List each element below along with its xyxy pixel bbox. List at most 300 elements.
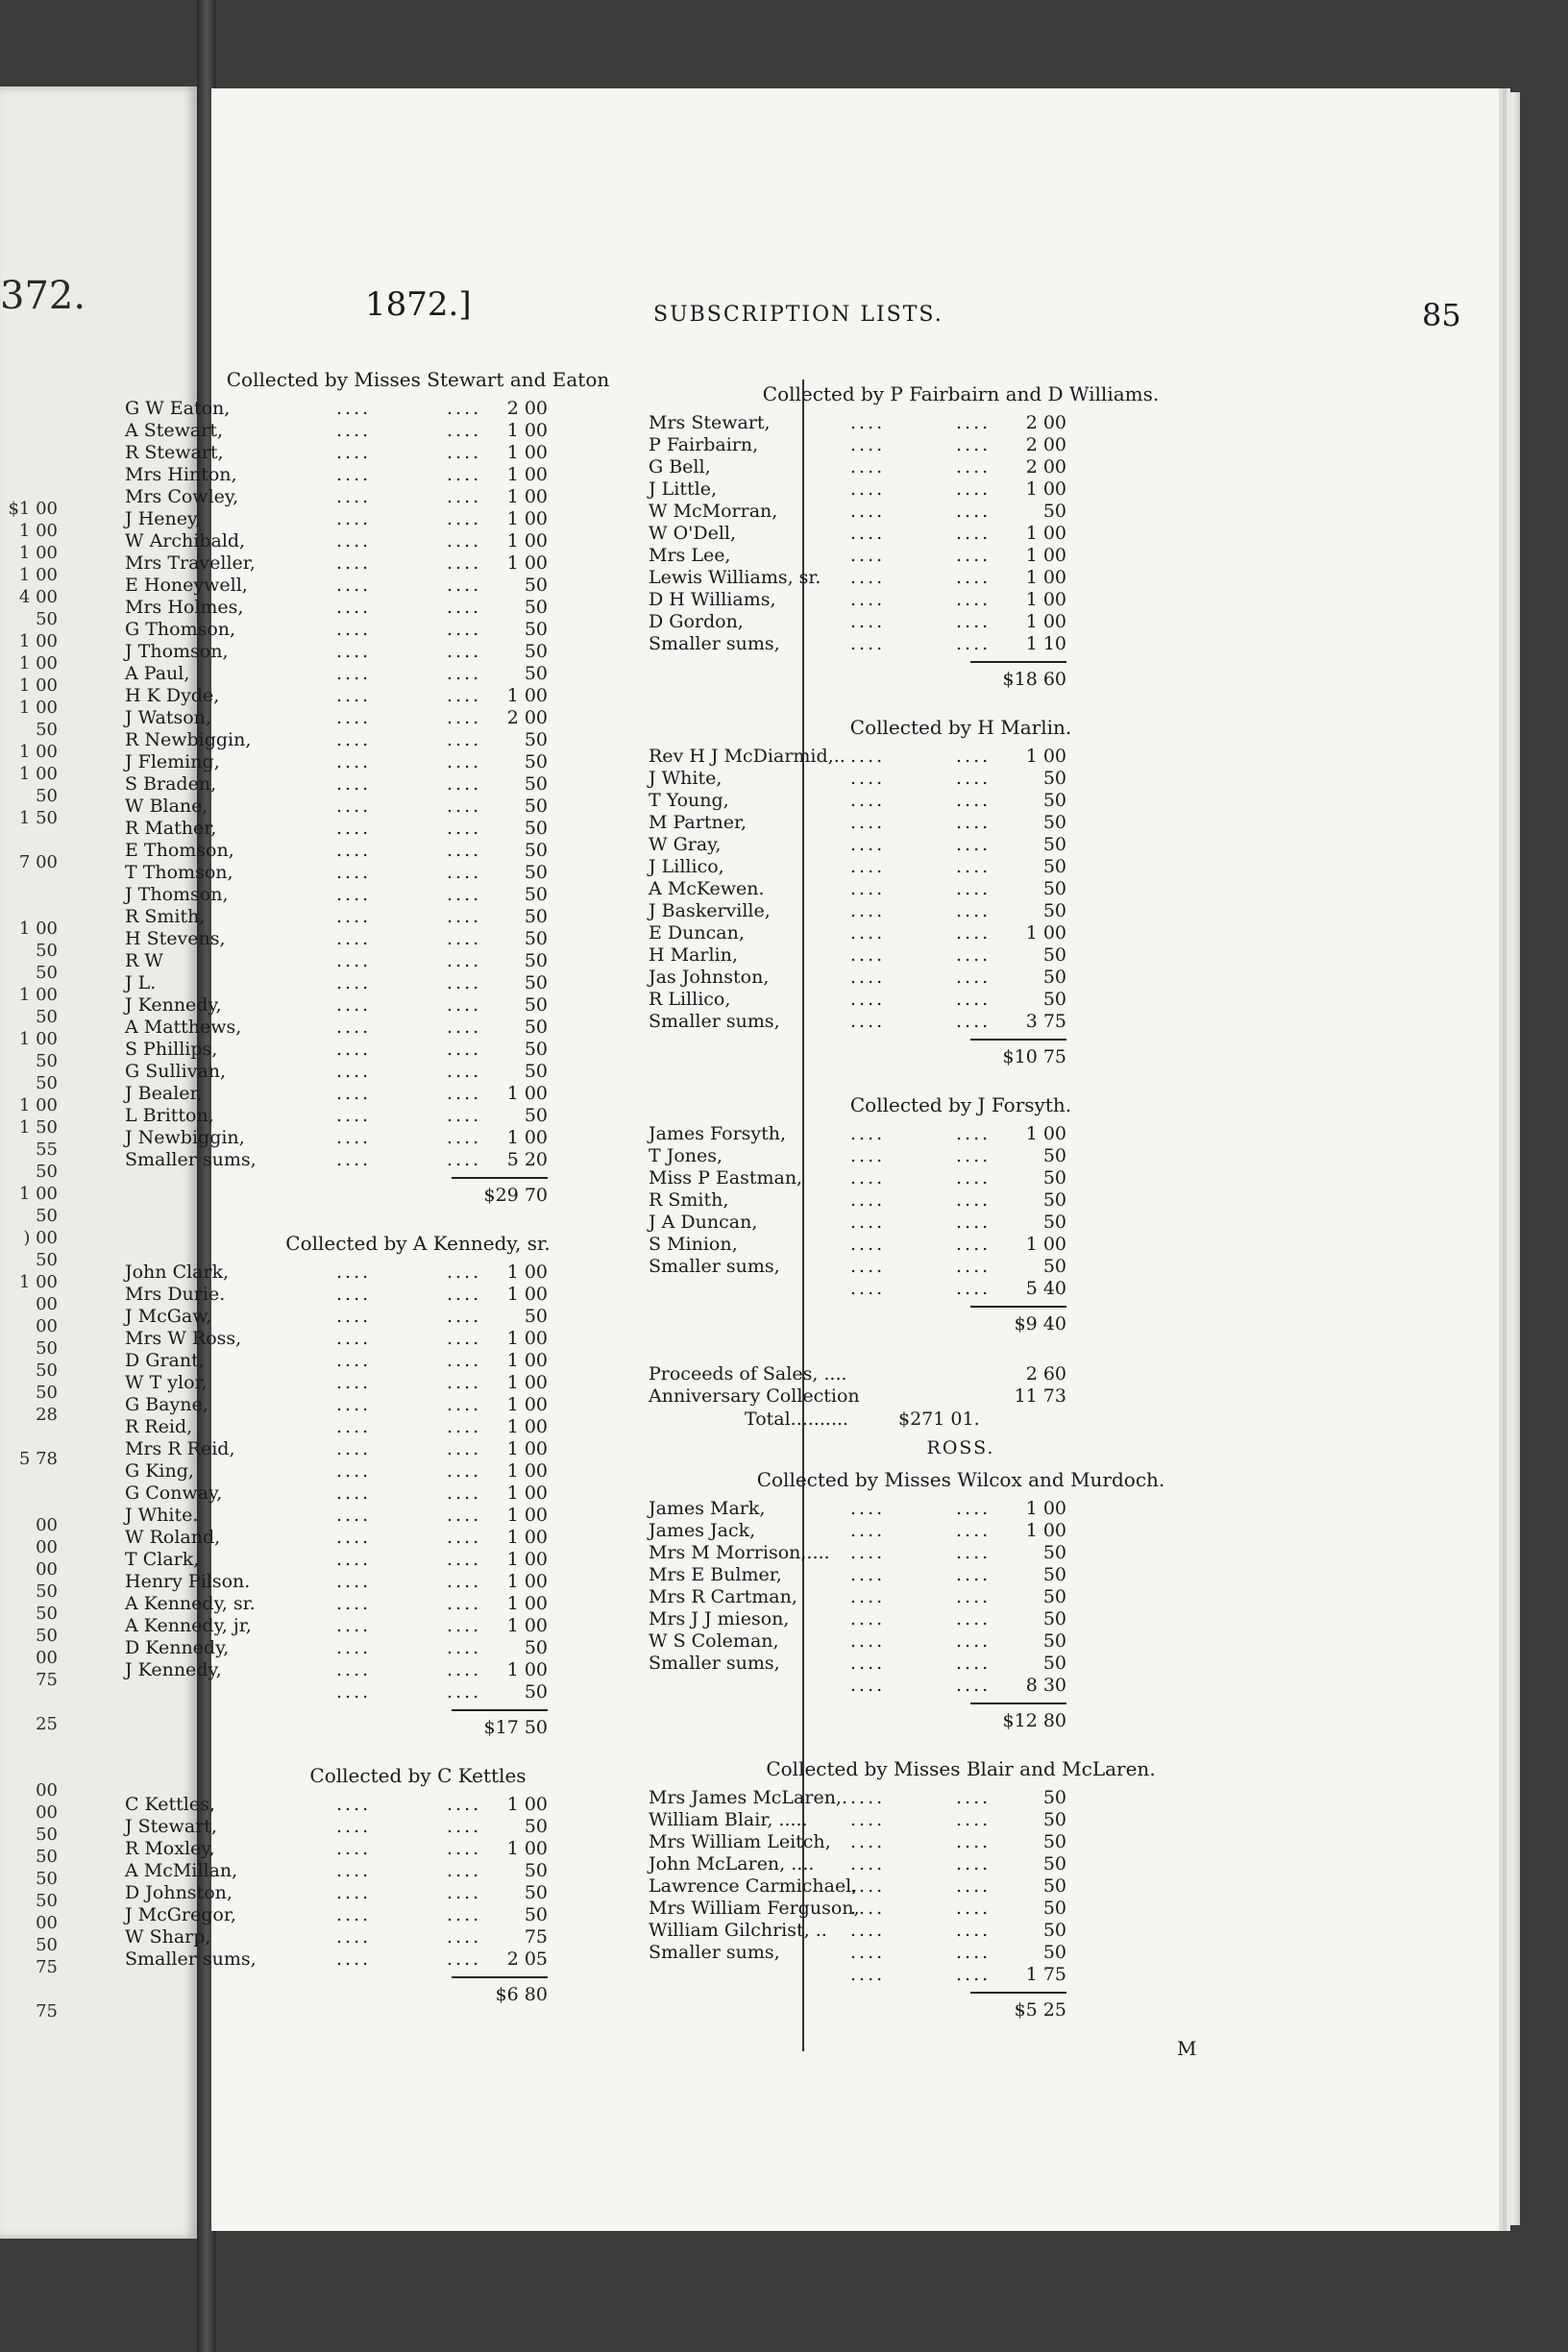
subscription-amount: 50 bbox=[524, 950, 548, 971]
subscription-amount: 50 bbox=[524, 1637, 548, 1658]
leader-dots: .... bbox=[850, 567, 886, 588]
subscriber-entry bbox=[125, 1838, 711, 1860]
subscriber-entry bbox=[649, 1498, 1273, 1520]
subscriber-entry bbox=[125, 1505, 711, 1527]
subscriber-name: A Stewart, bbox=[125, 420, 224, 441]
leader-dots: .... bbox=[956, 501, 992, 522]
section-title: Collected by Misses Stewart and Eaton bbox=[226, 368, 610, 391]
subscriber-name: P Fairbairn, bbox=[649, 434, 759, 455]
section-title: Collected by J Forsyth. bbox=[849, 1093, 1072, 1116]
leader-dots: .... bbox=[850, 523, 886, 544]
left-page-amount: 50 bbox=[36, 1073, 58, 1093]
page-header bbox=[365, 285, 1461, 343]
subscriber-entry bbox=[649, 523, 1273, 545]
leader-dots: .... bbox=[850, 1123, 886, 1144]
leader-dots: .... bbox=[447, 486, 482, 507]
left-column bbox=[125, 365, 711, 2028]
leader-dots: .... bbox=[850, 922, 886, 943]
section-title: Collected by H Marlin. bbox=[849, 716, 1072, 739]
left-page-amounts bbox=[0, 498, 58, 2022]
subscriber-name: Smaller sums, bbox=[125, 1948, 257, 1970]
subscription-amount: 1 00 bbox=[506, 1350, 548, 1371]
subscription-amount: 1 00 bbox=[506, 1372, 548, 1393]
subscription-amount: 50 bbox=[1042, 1608, 1066, 1629]
leader-dots: .... bbox=[336, 796, 372, 817]
left-page-amount: 00 bbox=[36, 1802, 58, 1823]
subscriber-entry bbox=[125, 906, 711, 928]
leader-dots: .... bbox=[447, 884, 482, 905]
leader-dots: .... bbox=[447, 773, 482, 795]
left-page-amount: 1 00 bbox=[18, 543, 58, 563]
proceeds-amount: 2 60 bbox=[1025, 1363, 1066, 1384]
leader-dots: .... bbox=[447, 729, 482, 750]
subscriber-entry bbox=[649, 501, 1273, 523]
subscriber-name: H K Dyde, bbox=[125, 685, 220, 706]
subscriber-entry bbox=[649, 768, 1273, 790]
leader-dots: .... bbox=[336, 1882, 372, 1903]
leader-dots: .... bbox=[336, 1926, 372, 1948]
leader-dots: .... bbox=[850, 1586, 886, 1607]
subscription-amount: 1 00 bbox=[506, 1460, 548, 1482]
leader-dots: .... bbox=[447, 818, 482, 839]
subscription-amount: 5 20 bbox=[506, 1149, 548, 1170]
subscriber-entry bbox=[125, 1284, 711, 1306]
subscription-amount: 2 00 bbox=[1025, 434, 1066, 455]
subscription-amount: 50 bbox=[524, 729, 548, 750]
leader-dots: .... bbox=[336, 862, 372, 883]
collection-section bbox=[125, 365, 711, 1229]
subscription-amount: 75 bbox=[524, 1926, 548, 1948]
leader-dots: .... bbox=[447, 1284, 482, 1305]
subscription-amount: 50 bbox=[1042, 1942, 1066, 1963]
leader-dots: .... bbox=[336, 552, 372, 574]
subscriber-name: J Newbiggin, bbox=[125, 1127, 245, 1148]
left-page-amount: 50 bbox=[36, 1360, 58, 1381]
subscriber-entry bbox=[649, 1167, 1273, 1189]
leader-dots: .... bbox=[956, 567, 992, 588]
leader-dots: .... bbox=[850, 1011, 886, 1032]
leader-dots: .... bbox=[447, 1017, 482, 1038]
subscriber-entry bbox=[649, 1853, 1273, 1875]
left-page-amount bbox=[0, 1757, 58, 1779]
leader-dots: .... bbox=[956, 1564, 992, 1585]
subscriber-name: D Grant, bbox=[125, 1350, 205, 1371]
subscriber-entry bbox=[649, 456, 1273, 478]
subscriber-entry bbox=[125, 685, 711, 707]
subscription-amount: 1 00 bbox=[506, 442, 548, 463]
subscriber-name: W O'Dell, bbox=[649, 523, 737, 544]
leader-dots: .... bbox=[956, 1520, 992, 1541]
subscriber-entry bbox=[649, 611, 1273, 633]
leader-dots: .... bbox=[956, 922, 992, 943]
subscriber-name: Jas Johnston, bbox=[649, 967, 770, 988]
leader-dots: .... bbox=[956, 1675, 992, 1696]
leader-dots: .... bbox=[956, 434, 992, 455]
leader-dots: .... bbox=[336, 1549, 372, 1570]
subscription-amount: 50 bbox=[524, 1904, 548, 1925]
subscriber-name: A Paul, bbox=[125, 663, 190, 684]
subscriber-name: William Gilchrist, .. bbox=[649, 1920, 827, 1941]
subscriber-entry bbox=[125, 796, 711, 818]
leader-dots: .... bbox=[850, 856, 886, 877]
subscriber-entry bbox=[125, 1549, 711, 1571]
section-total-amount: $18 60 bbox=[970, 661, 1066, 696]
leader-dots: .... bbox=[850, 611, 886, 632]
subscriber-entry bbox=[125, 1416, 711, 1438]
left-page-amount: 1 00 bbox=[18, 1272, 58, 1292]
section-total-amount: $6 80 bbox=[452, 1976, 548, 2011]
subscriber-name: W Gray, bbox=[649, 834, 722, 855]
subscriber-name: A McKewen. bbox=[649, 878, 765, 899]
subscriber-entry bbox=[125, 1017, 711, 1039]
subscription-amount: 50 bbox=[1042, 1167, 1066, 1188]
subscriber-entry bbox=[649, 790, 1273, 812]
subscription-amount: 1 00 bbox=[506, 1527, 548, 1548]
subscription-amount: 1 00 bbox=[1025, 1498, 1066, 1519]
subscriber-name: S Minion, bbox=[649, 1234, 738, 1255]
header-year: 1872.] bbox=[365, 285, 472, 324]
subscriber-name: Mrs W Ross, bbox=[125, 1328, 242, 1349]
left-page-amount: 00 bbox=[36, 1648, 58, 1668]
section-gap bbox=[649, 1071, 1273, 1090]
proceeds-of-sales bbox=[649, 1363, 1273, 1385]
subscriber-name: J Thomson, bbox=[125, 641, 229, 662]
leader-dots: .... bbox=[956, 1234, 992, 1255]
leader-dots: .... bbox=[336, 486, 372, 507]
subscriber-entry bbox=[649, 1875, 1273, 1898]
subscription-amount: 1 00 bbox=[506, 1416, 548, 1437]
leader-dots: .... bbox=[850, 501, 886, 522]
subscription-amount: 50 bbox=[524, 1039, 548, 1060]
subscriber-name: Smaller sums, bbox=[649, 1011, 780, 1032]
subscriber-name: W S Coleman, bbox=[649, 1630, 779, 1652]
subscription-amount: 50 bbox=[524, 994, 548, 1016]
leader-dots: .... bbox=[956, 856, 992, 877]
left-page-amount: 1 00 bbox=[18, 742, 58, 762]
subscriber-entry bbox=[125, 663, 711, 685]
leader-dots: .... bbox=[447, 685, 482, 706]
section-title: Collected by A Kennedy, sr. bbox=[285, 1232, 551, 1255]
subscription-amount: 2 00 bbox=[1025, 412, 1066, 433]
subscriber-entry bbox=[125, 641, 711, 663]
subscriber-entry bbox=[125, 619, 711, 641]
leader-dots: .... bbox=[336, 773, 372, 795]
subscriber-name: A McMillan, bbox=[125, 1860, 238, 1881]
leader-dots: .... bbox=[447, 796, 482, 817]
leader-dots: .... bbox=[336, 1105, 372, 1126]
subscriber-name: Lawrence Carmichael, bbox=[649, 1875, 858, 1897]
subscriber-entry bbox=[649, 1608, 1273, 1630]
subscriber-name: S Phillips, bbox=[125, 1039, 218, 1060]
left-page-amount: 1 00 bbox=[18, 1095, 58, 1115]
subscriber-entry bbox=[649, 1831, 1273, 1853]
leader-dots: .... bbox=[447, 1571, 482, 1592]
subscriber-name: G Bell, bbox=[649, 456, 711, 478]
subscriber-entry bbox=[125, 597, 711, 619]
leader-dots: .... bbox=[336, 1394, 372, 1415]
leader-dots: .... bbox=[336, 994, 372, 1016]
left-page-amount: 50 bbox=[36, 1935, 58, 1955]
leader-dots: .... bbox=[336, 1438, 372, 1459]
subscriber-entry bbox=[125, 773, 711, 796]
subscriber-entry bbox=[125, 1615, 711, 1637]
right-sections-primary bbox=[649, 380, 1273, 1358]
leader-dots: .... bbox=[336, 1904, 372, 1925]
subscriber-entry bbox=[125, 972, 711, 994]
leader-dots: .... bbox=[956, 1809, 992, 1830]
subscriber-entry bbox=[649, 1942, 1273, 1964]
leader-dots: .... bbox=[850, 633, 886, 654]
leader-dots: .... bbox=[336, 1350, 372, 1371]
leader-dots: .... bbox=[850, 967, 886, 988]
leader-dots: .... bbox=[956, 1011, 992, 1032]
left-page-amount: 1 50 bbox=[18, 808, 58, 828]
left-page-amount: 50 bbox=[36, 941, 58, 961]
leader-dots: .... bbox=[336, 751, 372, 772]
leader-dots: .... bbox=[956, 900, 992, 921]
leader-dots: .... bbox=[850, 1653, 886, 1674]
subscription-amount: 50 bbox=[524, 972, 548, 993]
subscriber-entry bbox=[649, 1123, 1273, 1145]
leader-dots: .... bbox=[447, 508, 482, 529]
subscriber-entry bbox=[125, 1571, 711, 1593]
subscriber-entry bbox=[649, 922, 1273, 944]
subscriber-name: W Roland, bbox=[125, 1527, 221, 1548]
subscriber-entry bbox=[125, 1794, 711, 1816]
leader-dots: .... bbox=[447, 1460, 482, 1482]
leader-dots: .... bbox=[956, 1145, 992, 1166]
subscriber-entry bbox=[125, 1394, 711, 1416]
subscription-amount: 1 00 bbox=[506, 1262, 548, 1283]
subscriber-entry bbox=[649, 1653, 1273, 1675]
subscription-amount: 1 00 bbox=[506, 1838, 548, 1859]
leader-dots: .... bbox=[956, 1278, 992, 1299]
leader-dots: .... bbox=[336, 1284, 372, 1305]
subscription-amount: 1 00 bbox=[506, 1127, 548, 1148]
leader-dots: .... bbox=[850, 1145, 886, 1166]
leader-dots: .... bbox=[956, 768, 992, 789]
section-gap bbox=[649, 1338, 1273, 1358]
subscription-amount: 1 75 bbox=[1025, 1964, 1066, 1985]
left-page-amount: 1 00 bbox=[18, 565, 58, 585]
leader-dots: .... bbox=[447, 1328, 482, 1349]
leader-dots: .... bbox=[850, 1920, 886, 1941]
subscription-amount: 1 10 bbox=[1025, 633, 1066, 654]
subscriber-entry bbox=[649, 1189, 1273, 1212]
subscription-amount: 50 bbox=[524, 840, 548, 861]
subscription-amount: 1 00 bbox=[1025, 611, 1066, 632]
leader-dots: .... bbox=[447, 928, 482, 949]
subscriber-name: Mrs Holmes, bbox=[125, 597, 244, 618]
subscriber-entry bbox=[649, 1675, 1273, 1697]
subscription-amount: 1 00 bbox=[506, 1593, 548, 1614]
left-page-amount: 00 bbox=[36, 1537, 58, 1557]
subscriber-name: J White. bbox=[125, 1505, 199, 1526]
subscriber-entry bbox=[649, 1898, 1273, 1920]
leader-dots: .... bbox=[336, 619, 372, 640]
left-page-amount: 00 bbox=[36, 1515, 58, 1535]
leader-dots: .... bbox=[956, 944, 992, 966]
subscription-amount: 1 00 bbox=[506, 1328, 548, 1349]
left-page-amount bbox=[0, 1691, 58, 1713]
subscriber-name: R Smith, bbox=[649, 1189, 729, 1211]
leader-dots: .... bbox=[956, 1123, 992, 1144]
subscriber-entry bbox=[649, 967, 1273, 989]
subscription-amount: 50 bbox=[1042, 834, 1066, 855]
left-page-amount: $1 00 bbox=[8, 499, 58, 519]
leader-dots: .... bbox=[447, 1438, 482, 1459]
subscriber-name: A Matthews, bbox=[125, 1017, 242, 1038]
leader-dots: .... bbox=[850, 434, 886, 455]
leader-dots: .... bbox=[447, 1416, 482, 1437]
leader-dots: .... bbox=[447, 1262, 482, 1283]
subscriber-name: H Stevens, bbox=[125, 928, 226, 949]
subscriber-name: E Thomson, bbox=[125, 840, 234, 861]
subscriber-name: J McGregor, bbox=[125, 1904, 236, 1925]
subscription-amount: 50 bbox=[1042, 1630, 1066, 1652]
left-page-amount: 50 bbox=[36, 1206, 58, 1226]
left-page-amount: 50 bbox=[36, 1007, 58, 1027]
leader-dots: .... bbox=[447, 1149, 482, 1170]
leader-dots: .... bbox=[336, 1948, 372, 1970]
leader-dots: .... bbox=[447, 1061, 482, 1082]
subscriber-name: R Newbiggin, bbox=[125, 729, 252, 750]
subscriber-name: Lewis Williams, sr. bbox=[649, 567, 821, 588]
subscriber-name: J Fleming, bbox=[125, 751, 220, 772]
subscriber-entry bbox=[125, 818, 711, 840]
section-title: Collected by Misses Wilcox and Murdoch. bbox=[756, 1468, 1165, 1491]
subscriber-name: James Forsyth, bbox=[649, 1123, 787, 1144]
subscriber-name: M Partner, bbox=[649, 812, 747, 833]
subscriber-name: Mrs R Reid, bbox=[125, 1438, 235, 1459]
leader-dots: .... bbox=[956, 1898, 992, 1919]
subscriber-name: G W Eaton, bbox=[125, 398, 231, 419]
subscriber-entry bbox=[649, 1586, 1273, 1608]
subscription-amount: 50 bbox=[1042, 1542, 1066, 1563]
leader-dots: .... bbox=[850, 834, 886, 855]
subscriber-name: William Blair, ..... bbox=[649, 1809, 808, 1830]
subscriber-name: D Johnston, bbox=[125, 1882, 233, 1903]
leader-dots: .... bbox=[336, 1306, 372, 1327]
section-total-amount: $12 80 bbox=[970, 1703, 1066, 1737]
leader-dots: .... bbox=[447, 597, 482, 618]
subscription-amount: 1 00 bbox=[1025, 545, 1066, 566]
leader-dots: .... bbox=[447, 862, 482, 883]
leader-dots: .... bbox=[447, 1372, 482, 1393]
leader-dots: .... bbox=[850, 1542, 886, 1563]
left-page-amount bbox=[0, 873, 58, 895]
left-page-amount bbox=[0, 895, 58, 918]
left-page-amount: 1 00 bbox=[18, 521, 58, 541]
left-page-amount: 50 bbox=[36, 786, 58, 806]
leader-dots: .... bbox=[447, 1926, 482, 1948]
section-total-amount: $29 70 bbox=[452, 1177, 548, 1212]
subscriber-entry bbox=[649, 834, 1273, 856]
leader-dots: .... bbox=[336, 1615, 372, 1636]
subscriber-entry bbox=[649, 1964, 1273, 1986]
leader-dots: .... bbox=[447, 1127, 482, 1148]
subscription-amount: 50 bbox=[1042, 1564, 1066, 1585]
collection-section bbox=[125, 1761, 711, 2028]
subscriber-name: Mrs Cowley, bbox=[125, 486, 239, 507]
subscriber-name: Smaller sums, bbox=[649, 1256, 780, 1277]
subscriber-entry bbox=[125, 1659, 711, 1681]
leader-dots: .... bbox=[336, 729, 372, 750]
section-gap bbox=[125, 1742, 711, 1761]
leader-dots: .... bbox=[447, 1039, 482, 1060]
leader-dots: .... bbox=[336, 1637, 372, 1658]
signature-mark: M bbox=[1177, 2037, 1197, 2060]
leader-dots: .... bbox=[447, 1948, 482, 1970]
left-page-amount: 50 bbox=[36, 1383, 58, 1403]
leader-dots: .... bbox=[447, 1860, 482, 1881]
section-total-amount: $5 25 bbox=[970, 1992, 1066, 2026]
subscriber-name: Henry Pilson. bbox=[125, 1571, 251, 1592]
subscriber-name: Mrs R Cartman, bbox=[649, 1586, 797, 1607]
leader-dots: .... bbox=[336, 1127, 372, 1148]
leader-dots: .... bbox=[956, 878, 992, 899]
subscription-amount: 50 bbox=[1042, 1653, 1066, 1674]
subscriber-entry bbox=[125, 1527, 711, 1549]
proceeds-label: Proceeds of Sales, .... bbox=[649, 1363, 847, 1384]
section-gap bbox=[649, 694, 1273, 713]
subscription-amount: 2 05 bbox=[506, 1948, 548, 1970]
subscriber-name: James Jack, bbox=[649, 1520, 756, 1541]
leader-dots: .... bbox=[336, 840, 372, 861]
leader-dots: .... bbox=[956, 790, 992, 811]
leader-dots: .... bbox=[850, 1212, 886, 1233]
leader-dots: .... bbox=[336, 884, 372, 905]
left-page-amount: 00 bbox=[36, 1780, 58, 1801]
leader-dots: .... bbox=[447, 1615, 482, 1636]
leader-dots: .... bbox=[447, 1681, 482, 1703]
leader-dots: .... bbox=[336, 1838, 372, 1859]
subscription-amount: 1 00 bbox=[506, 1505, 548, 1526]
subscriber-name: John Clark, bbox=[125, 1262, 230, 1283]
leader-dots: .... bbox=[336, 641, 372, 662]
subscriber-entry bbox=[649, 812, 1273, 834]
leader-dots: .... bbox=[850, 768, 886, 789]
left-page-amount: ) 00 bbox=[23, 1228, 58, 1248]
left-page-amount: 00 bbox=[36, 1294, 58, 1314]
left-page-amount: 1 00 bbox=[18, 1029, 58, 1049]
subscriber-entry bbox=[125, 1681, 711, 1703]
left-page-amount: 5 78 bbox=[18, 1449, 58, 1469]
subscription-amount: 1 00 bbox=[506, 685, 548, 706]
left-page-amount: 1 00 bbox=[18, 1184, 58, 1204]
left-page-amount: 1 00 bbox=[18, 764, 58, 784]
left-page-amount: 1 00 bbox=[18, 631, 58, 651]
leader-dots: .... bbox=[447, 1505, 482, 1526]
subscriber-entry bbox=[125, 1926, 711, 1948]
subscriber-entry bbox=[125, 884, 711, 906]
leader-dots: .... bbox=[447, 994, 482, 1016]
leader-dots: .... bbox=[447, 1659, 482, 1680]
leader-dots: .... bbox=[447, 1105, 482, 1126]
leader-dots: .... bbox=[447, 1838, 482, 1859]
leader-dots: .... bbox=[956, 1608, 992, 1629]
right-column bbox=[649, 380, 1273, 2044]
leader-dots: .... bbox=[850, 746, 886, 767]
leader-dots: .... bbox=[850, 456, 886, 478]
subscriber-entry bbox=[649, 545, 1273, 567]
subscriber-name: C Kettles, bbox=[125, 1794, 215, 1815]
leader-dots: .... bbox=[956, 589, 992, 610]
leader-dots: .... bbox=[447, 972, 482, 993]
left-page-amount bbox=[0, 829, 58, 851]
subscriber-entry bbox=[125, 1149, 711, 1171]
left-page-amount bbox=[0, 1735, 58, 1757]
